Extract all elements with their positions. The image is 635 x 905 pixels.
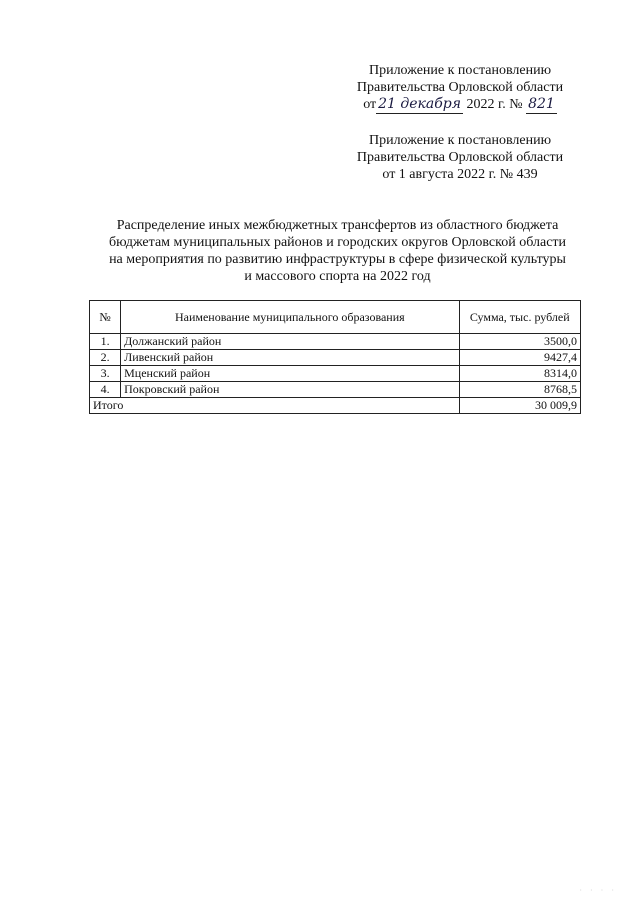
title-line4: и массового спорта на 2022 год [244, 269, 431, 284]
row-sum: 3500,0 [459, 334, 581, 350]
previous-header-line1: Приложение к постановлению [368, 133, 552, 148]
title-line2: бюджетам муниципальных районов и городских округов Орловской области [108, 235, 567, 250]
scan-specks: · · · · [579, 886, 617, 895]
header-sum: Сумма, тыс. рублей [459, 301, 581, 334]
row-sum: 9427,4 [459, 350, 581, 366]
previous-header-line3: от 1 августа 2022 г. № 439 [382, 167, 538, 182]
date-year: 2022 г. № [466, 97, 523, 112]
total-label: Итого [90, 398, 460, 414]
appendix-header-line2: Правительства Орловской области [356, 80, 564, 95]
date-prefix: от [363, 97, 377, 112]
row-name: Покровский район [121, 382, 459, 398]
row-num: 3. [90, 366, 121, 382]
total-sum: 30 009,9 [459, 398, 581, 414]
table-row [90, 366, 581, 382]
table-row [90, 334, 581, 350]
row-num: 4. [90, 382, 121, 398]
row-num: 1. [90, 334, 121, 350]
row-num: 2. [90, 350, 121, 366]
transfers-table [89, 300, 581, 414]
table-header-row [90, 301, 581, 334]
row-name: Мценский район [121, 366, 459, 382]
handwritten-date: 21 декабря [378, 96, 462, 112]
header-num: № [90, 301, 121, 334]
appendix-header-line1: Приложение к постановлению [368, 63, 552, 78]
row-name: Должанский район [121, 334, 459, 350]
previous-header-line2: Правительства Орловской области [356, 150, 564, 165]
handwritten-number: 821 [528, 96, 555, 112]
header-name: Наименование муниципального образования [121, 301, 459, 334]
appendix-date-line [330, 96, 590, 113]
appendix-header-previous [330, 132, 590, 183]
title-line3: на мероприятия по развитию инфраструктуры в сфере физической культуры [109, 252, 566, 267]
table-row [90, 382, 581, 398]
row-name: Ливенский район [121, 350, 459, 366]
table-total-row [90, 398, 581, 414]
table-row [90, 350, 581, 366]
row-sum: 8768,5 [459, 382, 581, 398]
row-sum: 8314,0 [459, 366, 581, 382]
title-line1: Распределение иных межбюджетных трансфертов из областного бюджета [116, 218, 559, 233]
document-title [70, 217, 605, 285]
appendix-header-current [330, 62, 590, 113]
